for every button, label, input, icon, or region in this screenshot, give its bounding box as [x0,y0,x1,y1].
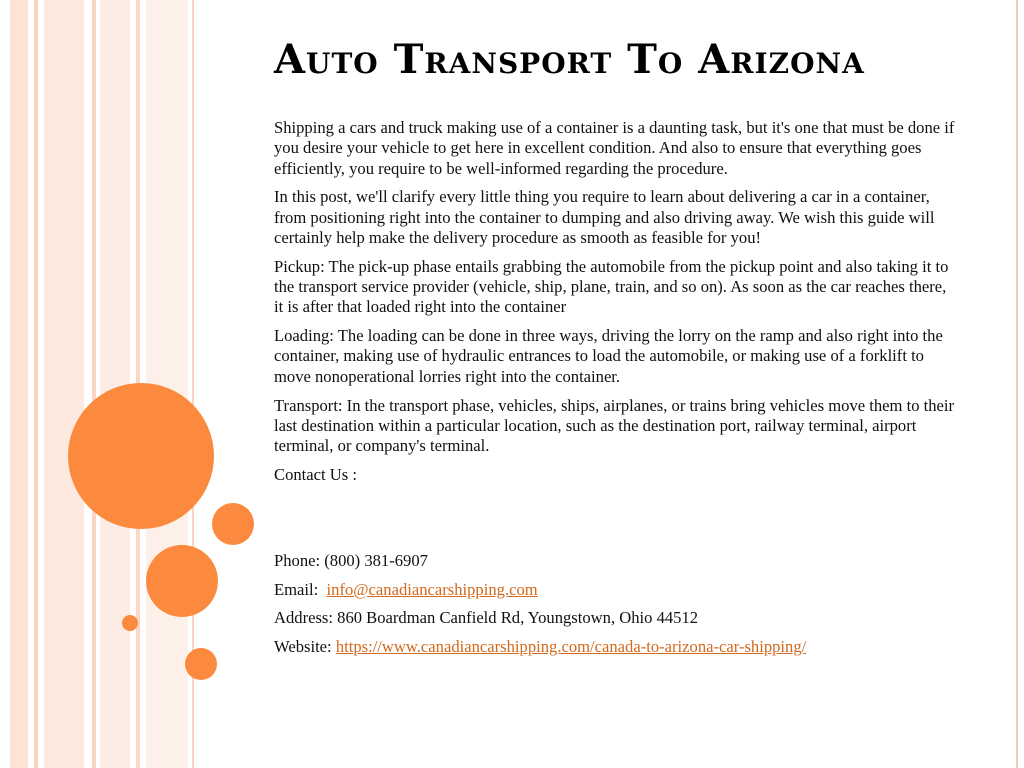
contact-email-row [274,580,958,600]
email-link[interactable]: info@canadiancarshipping.com [326,579,538,599]
paragraph-pickup: Pickup: The pick-up phase entails grabbing the automobile from the pickup point and also taking it to the transport service provider (vehicle, ship, plane, train, and so on). As soon as the car reaches there, it is after that loaded right into the container [274,256,949,317]
paragraph-transport: Transport: In the transport phase, vehicles, ships, airplanes, or trains bring vehicles move them to their last destination within a particular location, such as the destination port, railway terminal, airport terminal, or company's terminal. [274,395,955,456]
contact-address: Address: 860 Boardman Canfield Rd, Youngstown, Ohio 44512 [274,608,699,628]
decorative-stripe [92,0,96,768]
slide-title: Auto Transport To Arizona [274,36,865,83]
decorative-circle-large [68,383,214,529]
website-link[interactable]: https://www.canadiancarshipping.com/canada-to-arizona-car-shipping/ [335,637,807,657]
email-label: Email: [274,579,319,599]
contact-phone: Phone: (800) 381-6907 [274,550,428,570]
contact-website-row [274,637,958,657]
decorative-circle-small [185,648,217,680]
decorative-border-line [1016,0,1018,768]
decorative-stripe [34,0,38,768]
slide-body [274,118,958,666]
paragraph-loading: Loading: The loading can be done in three ways, driving the lorry on the ramp and also right into the container, making use of hydraulic entrances to load the automobile, or making use of a forklift to move nonoperational lorries right into the container. [274,326,943,386]
decorative-stripe [10,0,28,768]
paragraph-guide: In this post, we'll clarify every little thing you require to learn about delivering a car in a container, from positioning right into the container to dumping and also driving away. We wish this guide will certainly help make the delivery procedure as smooth as feasible for you! [274,187,935,247]
paragraph-intro: Shipping a cars and truck making use of a container is a daunting task, but it's one that must be done if you desire your vehicle to get here in excellent condition. And also to ensure that everything goes efficiently, you require to be well-informed regarding the procedure. [274,118,955,178]
decorative-circle-small [212,503,254,545]
decorative-stripe [44,0,84,768]
spacer [274,494,958,551]
decorative-circle-tiny [122,615,138,631]
website-label: Website: [274,637,332,657]
decorative-circle-medium [146,545,218,617]
contact-heading: Contact Us : [274,464,357,484]
